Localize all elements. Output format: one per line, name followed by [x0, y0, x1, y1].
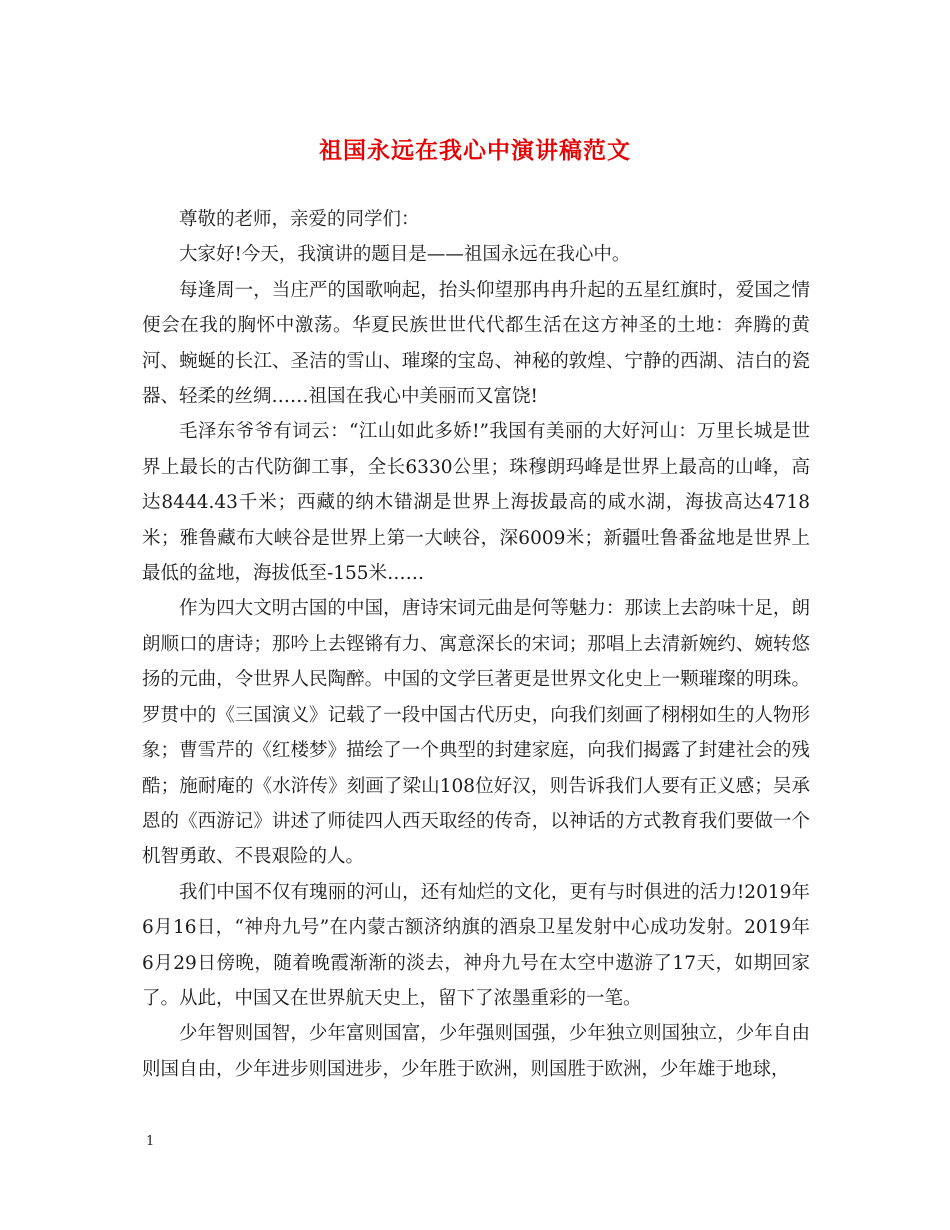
- paragraph-literature: 作为四大文明古国的中国，唐诗宋词元曲是何等魅力：那读上去韵味十足，朗朗顺口的唐诗；那吟上去铿锵有力、寓意深长的宋词；那唱上去清新婉约、婉转悠扬的元曲，令世界人民陶醉。中国的文学巨著更是世界文化史上一颗璀璨的明珠。罗贯中的《三国演义》记载了一段中国古代历史，向我们刻画了栩栩如生的人物形象；曹雪芹的《红楼梦》描绘了一个典型的封建家庭，向我们揭露了封建社会的残酷；施耐庵的《水浒传》刻画了梁山108位好汉，则告诉我们人要有正义感；吴承恩的《西游记》讲述了师徒四人西天取经的传奇，以神话的方式教育我们要做一个机智勇敢、不畏艰险的人。: [142, 598, 810, 868]
- page-number: 1: [146, 1134, 155, 1149]
- document-body: [142, 202, 810, 1087]
- paragraph-landscape: 毛泽东爷爷有词云：“江山如此多娇!”我国有美丽的大好河山：万里长城是世界上最长的古代防御工事，全长6330公里；珠穆朗玛峰是世界上最高的山峰，高达8444.43千米；西藏的纳木错湖是世界上海拔最高的咸水湖，海拔高达4718米；雅鲁藏布大峡谷是世界上第一大峡谷，深6009米；新疆吐鲁番盆地是世界上最低的盆地，海拔低至-155米……: [142, 421, 810, 585]
- paragraph-greeting: 尊敬的老师，亲爱的同学们：: [179, 209, 420, 230]
- paragraph-space: 我们中国不仅有瑰丽的河山，还有灿烂的文化，更有与时俱进的活力!2019年6月16日，“神舟九号”在内蒙古额济纳旗的酒泉卫星发射中心成功发射。2019年6月29日傍晚，随着晚霞渐渐的淡去，神舟九号在太空中遨游了17天，如期回家了。从此，中国又在世界航天史上，留下了浓墨重彩的一笔。: [142, 881, 810, 1009]
- paragraph-flag: 每逢周一，当庄严的国歌响起，抬头仰望那冉冉升起的五星红旗时，爱国之情便会在我的胸怀中激荡。华夏民族世世代代都生活在这方神圣的土地：奔腾的黄河、蜿蜒的长江、圣洁的雪山、璀璨的宝岛、神秘的敦煌、宁静的西湖、洁白的瓷器、轻柔的丝绸……祖国在我心中美丽而又富饶!: [142, 279, 810, 408]
- paragraph-youth: 少年智则国智，少年富则国富，少年强则国强，少年独立则国独立，少年自由则国自由，少年进步则国进步，少年胜于欧洲，则国胜于欧洲，少年雄于地球，: [142, 1023, 810, 1080]
- document-title: 祖国永远在我心中演讲稿范文: [319, 137, 631, 164]
- paragraph-topic: 大家好!今天，我演讲的题目是——祖国永远在我心中。: [179, 244, 631, 266]
